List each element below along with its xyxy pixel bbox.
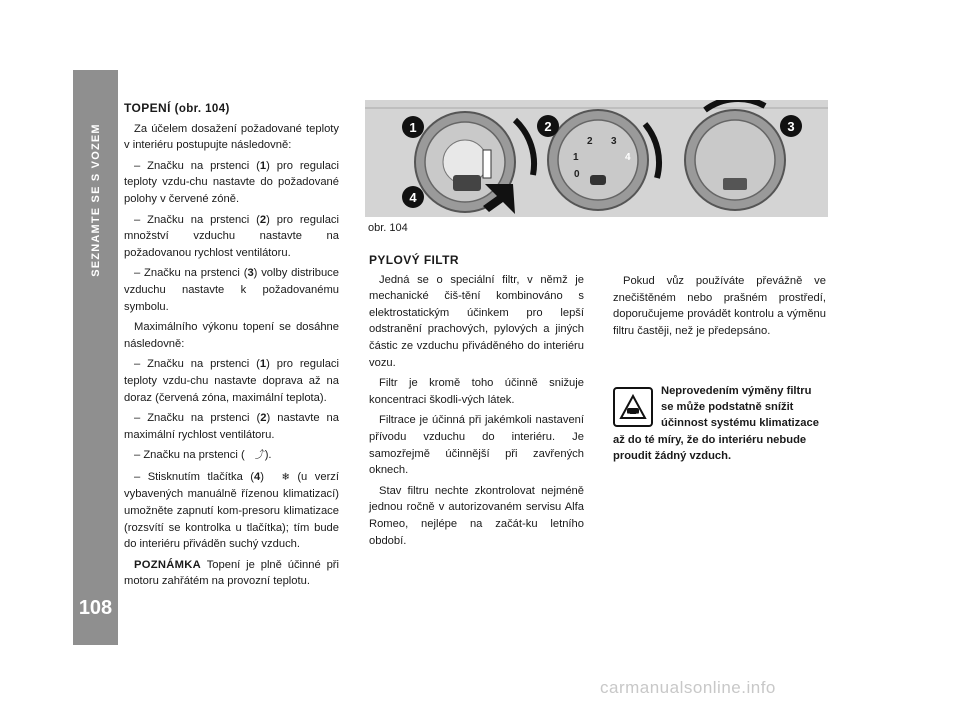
callout-1: 1 — [409, 120, 417, 135]
paragraph: Za účelem dosažení požadované teploty v interiéru postupujte následovně: — [124, 122, 339, 152]
paragraph: – Stisknutím tlačítka (4) ❄ (u verzí vybavených manuálně řízenou klimatizací) umožněte zapnutí kom-presoru klimatizace (rozsvítí se kontrolka u tlačítka); tím bude do interiéru přiváděn suchý vzduch. — [124, 470, 339, 551]
heating-column — [124, 100, 339, 594]
heating-heading: TOPENÍ (obr. 104) — [124, 101, 230, 115]
pollen-filter-column — [369, 252, 584, 553]
paragraph: Stav filtru nechte zkontrolovat nejméně jednou ročně v autorizovaném servisu Alfa Romeo, nejlépe na začát-ku letního období. — [369, 484, 584, 547]
warning-box — [613, 383, 826, 464]
watermark: carmanualsonline.info — [600, 678, 776, 697]
floor-vent-icon: ⤴ — [254, 450, 265, 462]
paragraph: Jedná se o speciální filtr, v němž je mechanické čiš-tění kombinováno s elektrostatickým účinkem pro lepší odstranění prachových, pylových a jiných částic ze vzduchu přiváděného do interiéru vozu. — [369, 273, 584, 369]
note: POZNÁMKA Topení je plně účinné při motoru zahřátém na provozní teplotu. — [124, 558, 339, 588]
warning-text: Neprovedením výměny filtru se může podstatně snížit účinnost systému klimatizace až do té míry, že do interiéru nebude proudit žádný vzduch. — [613, 385, 819, 462]
callout-4: 4 — [409, 190, 417, 205]
warning-car-icon — [613, 387, 653, 427]
paragraph: – Značku na prstenci ( ⤴). — [124, 447, 339, 465]
paragraph: Filtr je kromě toho účinně snižuje koncentraci škodli-vých látek. — [369, 377, 584, 406]
paragraph: – Značku na prstenci (1) pro regulaci teploty vzdu-chu nastavte do požadované polohy v červené zóně. — [124, 159, 339, 205]
pollen-filter-heading: PYLOVÝ FILTR — [369, 253, 459, 267]
fan-level-2: 2 — [587, 136, 593, 147]
climate-control-figure — [365, 100, 828, 217]
paragraph: Maximálního výkonu topení se dosáhne následovně: — [124, 321, 339, 350]
distribution-knob — [685, 110, 785, 210]
right-column — [613, 273, 826, 343]
paragraph: – Značku na prstenci (3) volby distribuce vzduchu nastavte k požadovanému symbolu. — [124, 267, 339, 313]
fan-level-1: 1 — [573, 152, 579, 163]
paragraph: Pokud vůz používáte převážně ve znečištěném nebo prašném prostředí, doporučujeme provádět kontrolu a výměnu filtru častěji, než je předepsáno. — [613, 275, 826, 337]
fan-speed-knob — [548, 110, 648, 210]
paragraph: Filtrace je účinná při jakémkoli nastavení přívodu vzduchu do interiéru. Je samozřejmě účinnější při zavřených oknech. — [369, 414, 584, 477]
fan-level-3: 3 — [611, 136, 617, 147]
paragraph: – Značku na prstenci (2) pro regulaci množství vzduchu nastavte na požadovanou rychlost ventilátoru. — [124, 213, 339, 259]
section-title: SEZNAMTE SE S VOZEM — [89, 123, 102, 277]
callout-3: 3 — [787, 119, 795, 134]
fan-level-0: 0 — [574, 169, 580, 180]
sidebar — [73, 70, 118, 645]
climate-panel-illustration — [365, 100, 828, 217]
paragraph: – Značku na prstenci (2) nastavte na maximální rychlost ventilátoru. — [124, 412, 339, 441]
page-number: 108 — [78, 597, 113, 619]
paragraph: – Značku na prstenci (1) pro regulaci teploty vzdu-chu nastavte doprava až na doraz (červená zóna, maximální teplota). — [124, 358, 339, 404]
fan-level-4: 4 — [625, 152, 631, 163]
snowflake-icon: ❄ — [281, 471, 290, 483]
callout-2: 2 — [544, 119, 552, 134]
figure-caption: obr. 104 — [368, 222, 408, 234]
